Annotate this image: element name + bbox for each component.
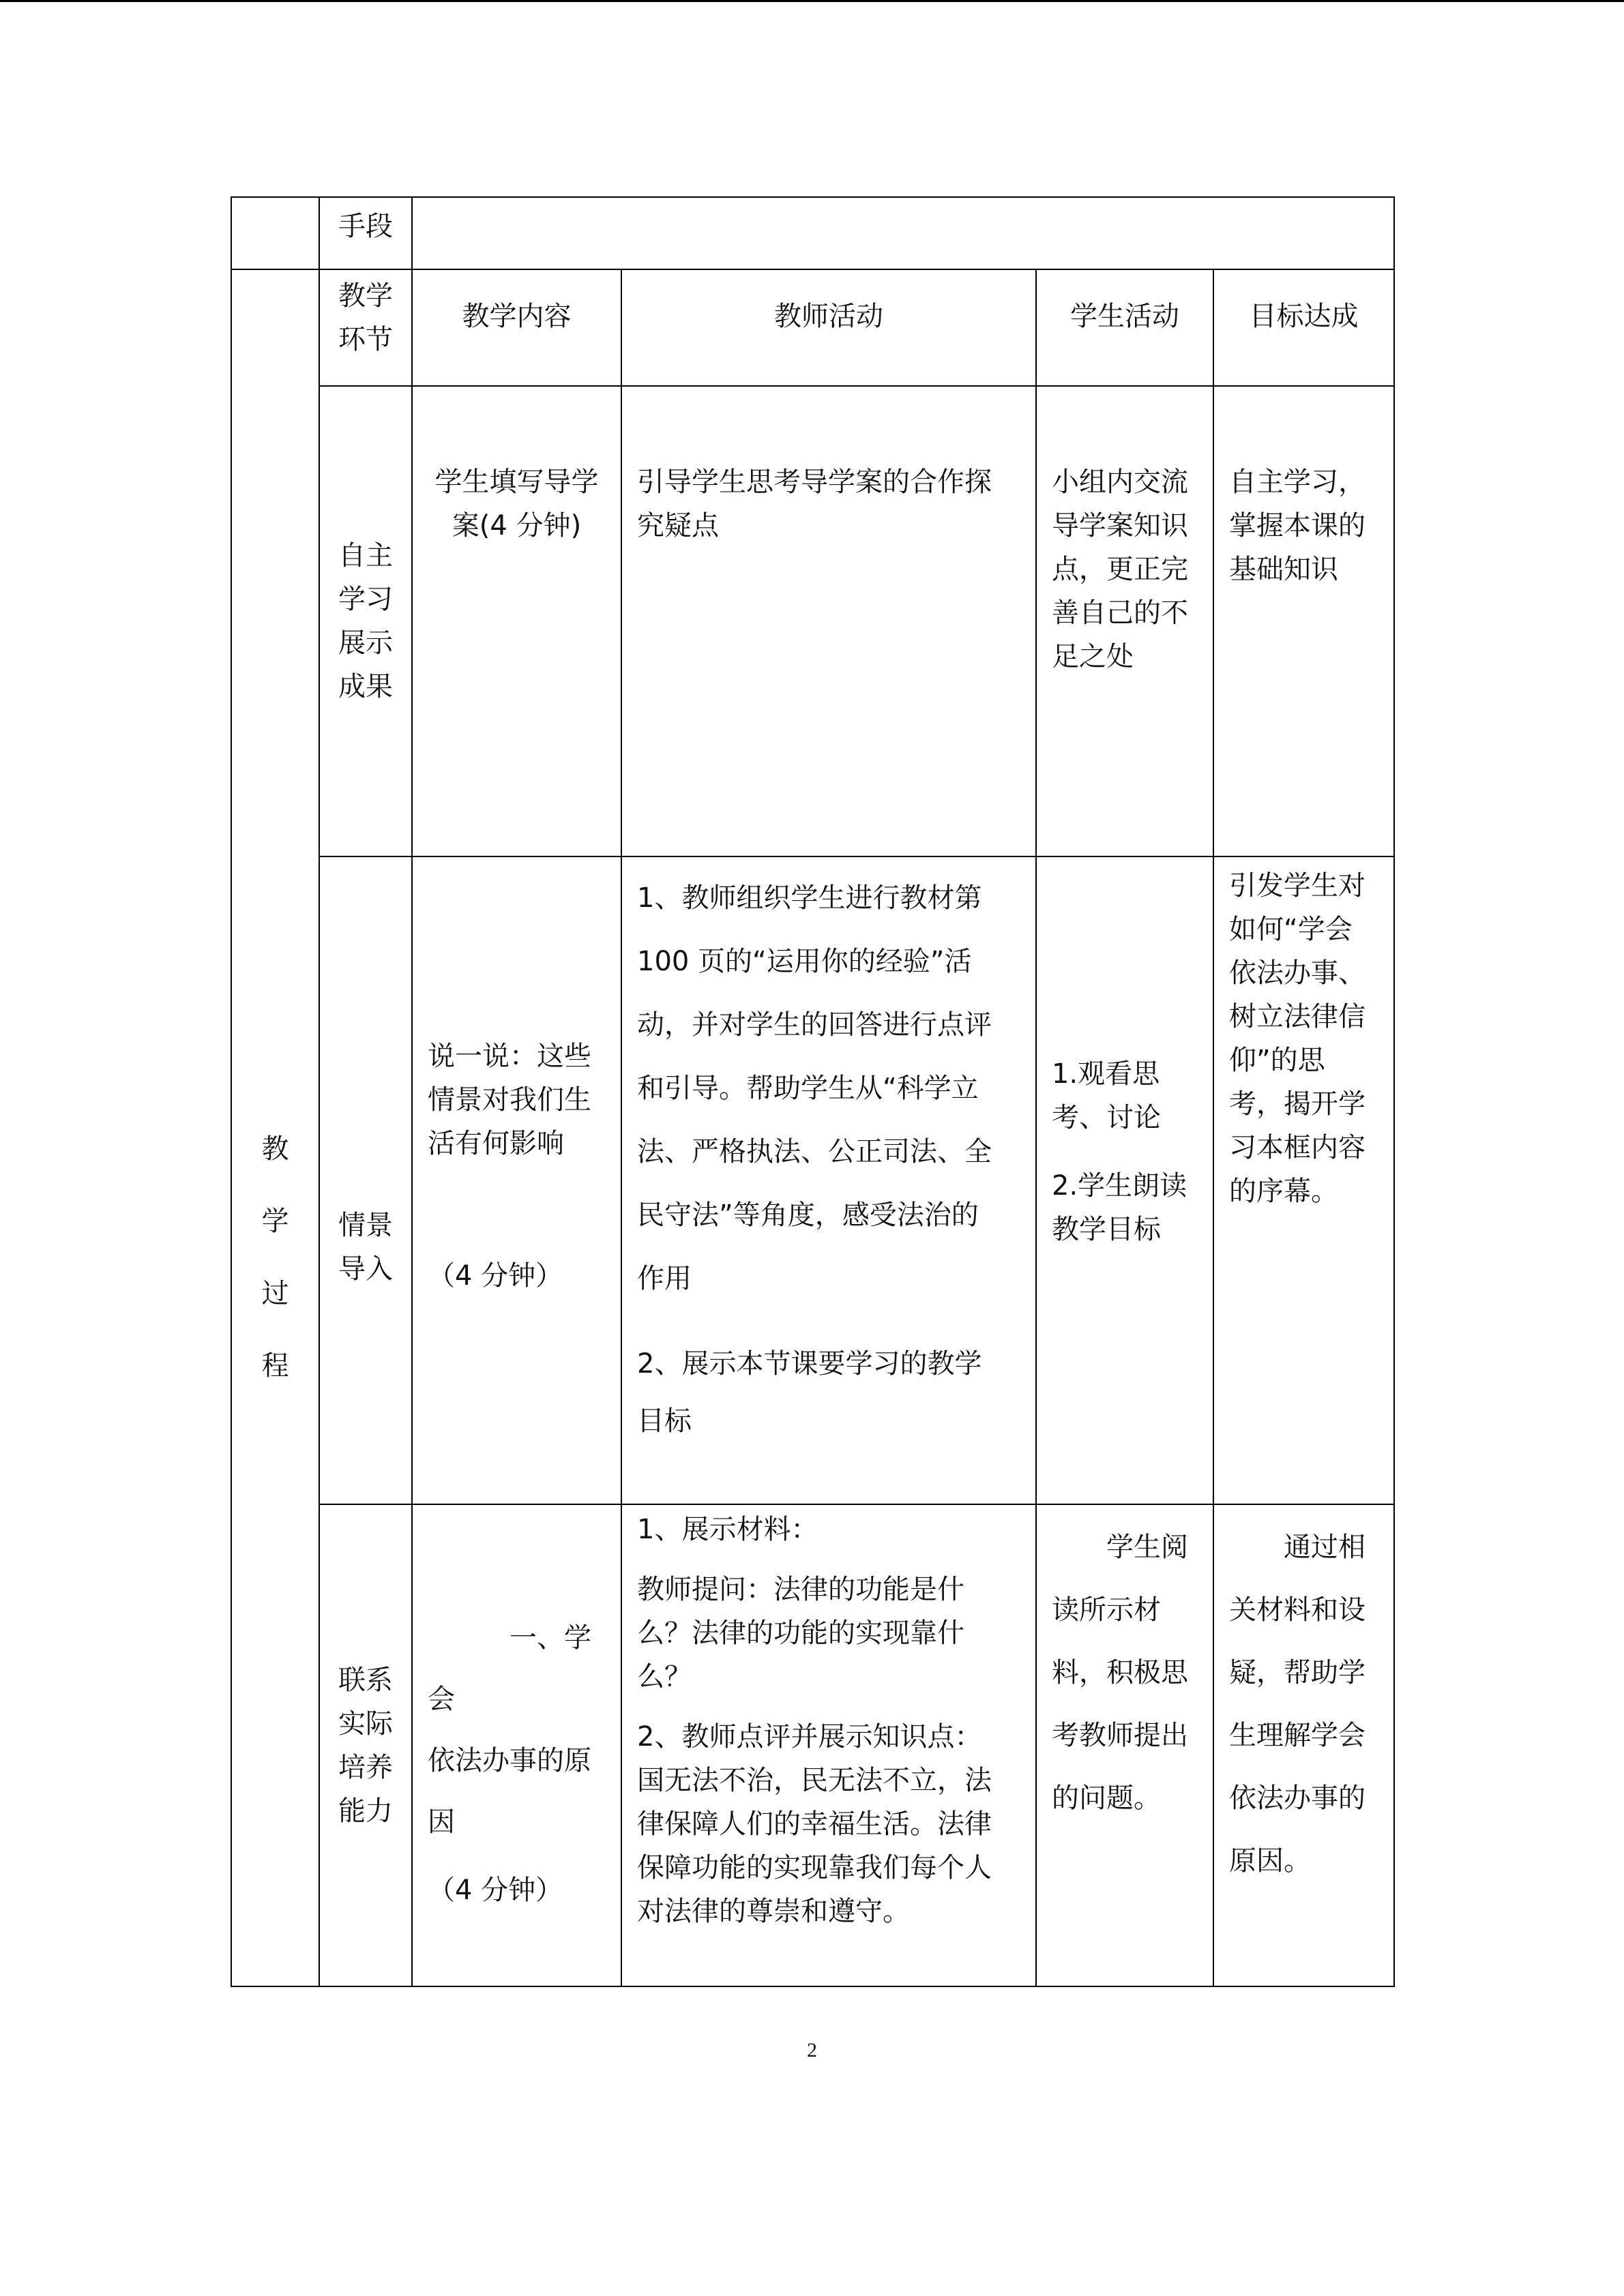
content-cell: 说一说：这些 情景对我们生 活有何影响 （4 分钟） [412, 856, 621, 1504]
teacher-activity-cell: 引导学生思考导学案的合作探 究疑点 [621, 386, 1036, 856]
table-row [231, 1504, 1394, 1986]
phase-cell: 联系 实际 培养 能力 [319, 1504, 412, 1986]
page-top-border [0, 0, 1624, 2]
goal-cell: 引发学生对 如何“学会 依法办事、 树立法律信 仰”的思 考，揭开学 习本框内容 的序幕。 [1213, 856, 1394, 1504]
header-phase: 教学 环节 [319, 269, 412, 386]
means-label: 手段 [319, 197, 412, 269]
content-time: （4 分钟） [428, 1875, 563, 1906]
student-activity-cell: 学生阅 读所示材 料，积极思 考教师提出 的问题。 [1036, 1504, 1213, 1986]
column-header-row [231, 269, 1394, 386]
phase-cell: 情景 导入 [319, 856, 412, 1504]
blank-cell [231, 197, 319, 269]
table-row [231, 386, 1394, 856]
teaching-process-label: 教 学 过 程 [231, 269, 319, 1986]
student-activity-cell: 小组内交流 导学案知识 点，更正完 善自己的不 足之处 [1036, 386, 1213, 856]
table-row [231, 856, 1394, 1504]
lesson-plan-table [231, 196, 1395, 1987]
student-activity-cell: 1.观看思 考、讨论 2.学生朗读 教学目标 [1036, 856, 1213, 1504]
goal-cell: 自主学习， 掌握本课的 基础知识 [1213, 386, 1394, 856]
goal-cell: 通过相 关材料和设 疑，帮助学 生理解学会 依法办事的 原因。 [1213, 1504, 1394, 1986]
means-value [412, 197, 1394, 269]
page-number: 2 [807, 2039, 817, 2061]
content-cell: 学生填写导学 案(4 分钟) [412, 386, 621, 856]
header-student: 学生活动 [1036, 269, 1213, 386]
means-row [231, 197, 1394, 269]
header-teacher: 教师活动 [621, 269, 1036, 386]
teacher-activity-cell: 1、教师组织学生进行教材第 100 页的“运用你的经验”活 动，并对学生的回答进行点评 和引导。帮助学生从“科学立 法、严格执法、公正司法、全 民守法”等角度，感受法治的 作用 2、展示本节课要学习的教学 目标 [621, 856, 1036, 1504]
teacher-activity-cell: 1、展示材料： 教师提问：法律的功能是什 么？法律的功能的实现靠什 么？ 2、教师点评并展示知识点： 国无法不治，民无法不立，法 律保障人们的幸福生活。法律 保障功能的实现靠我们每个人 对法律的尊崇和遵守。 [621, 1504, 1036, 1986]
header-content: 教学内容 [412, 269, 621, 386]
content-time: （4 分钟） [428, 1260, 563, 1292]
content-cell: 一、学会 依法办事的原 因 （4 分钟） [412, 1504, 621, 1986]
header-goal: 目标达成 [1213, 269, 1394, 386]
phase-cell: 自主 学习 展示 成果 [319, 386, 412, 856]
